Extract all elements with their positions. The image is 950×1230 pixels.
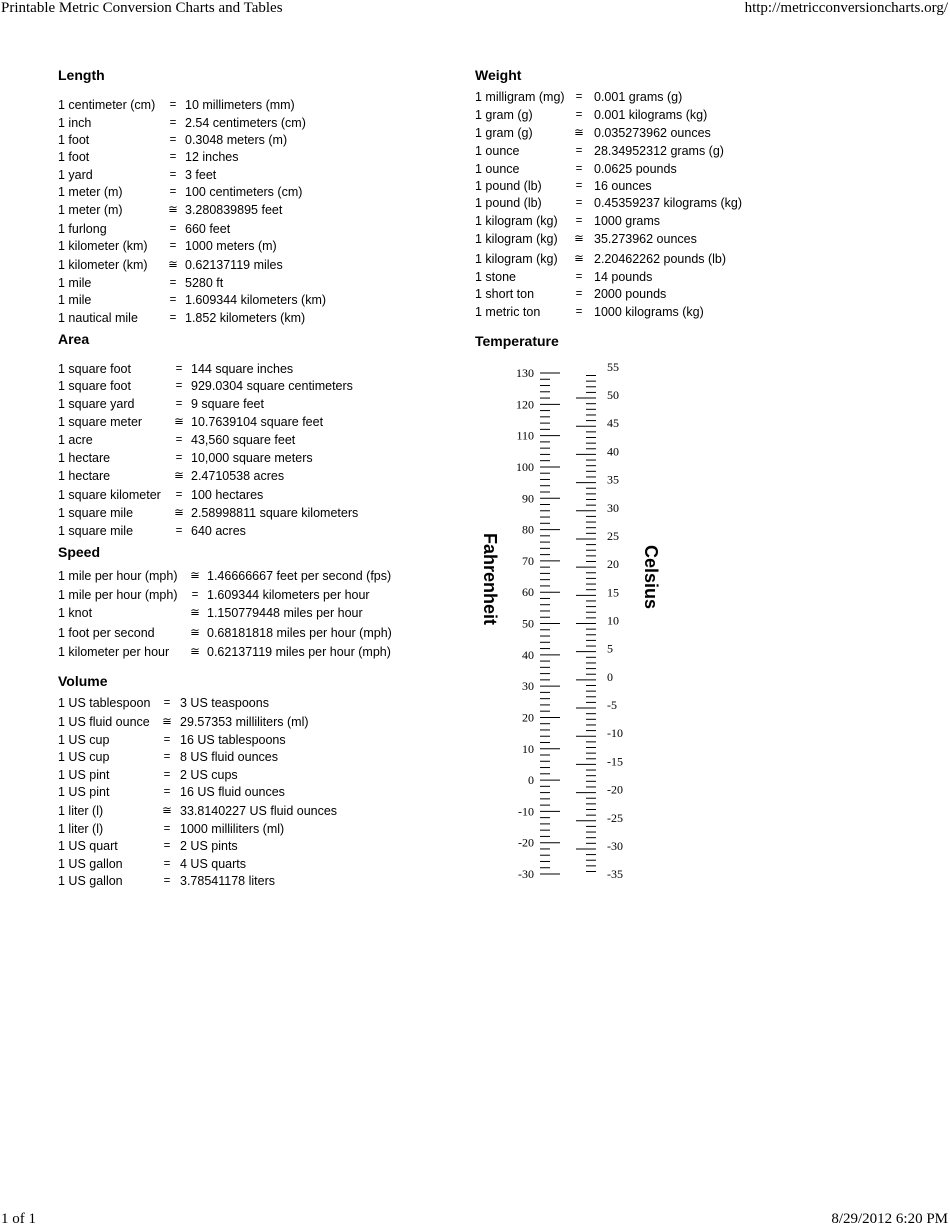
- fahrenheit-label: Fahrenheit: [480, 532, 500, 626]
- unit-from: 1 kilogram (kg): [475, 232, 558, 246]
- unit-from: 1 acre: [58, 433, 93, 447]
- unit-to: 0.3048 meters (m): [185, 133, 288, 147]
- relation-sign: =: [169, 312, 177, 324]
- fahrenheit-tick-label: 90: [522, 491, 534, 506]
- page-header-title: Printable Metric Conversion Charts and Tables: [1, 0, 283, 16]
- relation-sign: =: [163, 840, 171, 852]
- unit-to: 10,000 square meters: [191, 451, 313, 465]
- relation-sign: =: [163, 734, 171, 746]
- fahrenheit-tick-label: -30: [518, 867, 534, 881]
- unit-from: 1 kilogram (kg): [475, 252, 558, 266]
- unit-to: 43,560 square feet: [191, 433, 296, 447]
- unit-to: 0.45359237 kilograms (kg): [594, 196, 742, 210]
- unit-to: 640 acres: [191, 524, 246, 538]
- celsius-tick-labels: [607, 360, 623, 881]
- unit-to: 29.57353 milliliters (ml): [180, 715, 309, 729]
- relation-sign: =: [575, 145, 583, 157]
- unit-to: 5280 ft: [185, 276, 224, 290]
- relation-sign: =: [191, 589, 199, 601]
- unit-from: 1 liter (l): [58, 822, 104, 836]
- relation-sign: =: [575, 163, 583, 175]
- fahrenheit-tick-labels: [516, 366, 534, 881]
- relation-sign: =: [163, 823, 171, 835]
- unit-from: 1 square yard: [58, 397, 135, 411]
- unit-from: 1 stone: [475, 270, 517, 284]
- celsius-tick-label: 45: [607, 416, 619, 431]
- unit-from: 1 meter (m): [58, 185, 123, 199]
- unit-from: 1 liter (l): [58, 804, 104, 818]
- celsius-tick-label: 0: [607, 669, 613, 684]
- unit-from: 1 knot: [58, 606, 93, 620]
- relation-sign: =: [169, 151, 177, 163]
- unit-to: 1000 meters (m): [185, 239, 277, 253]
- relation-sign: ≅: [190, 646, 200, 658]
- unit-from: 1 square mile: [58, 506, 134, 520]
- unit-from: 1 short ton: [475, 287, 535, 301]
- unit-from: 1 ounce: [475, 144, 520, 158]
- celsius-tick-label: 35: [607, 472, 619, 487]
- unit-from: 1 square meter: [58, 415, 143, 429]
- unit-from: 1 mile per hour (mph): [58, 588, 178, 602]
- celsius-tick-label: -20: [607, 782, 623, 797]
- unit-to: 35.273962 ounces: [594, 232, 697, 246]
- relation-sign: =: [175, 489, 183, 501]
- unit-to: 3 US teaspoons: [180, 696, 269, 710]
- celsius-tick-label: 50: [607, 388, 619, 403]
- unit-from: 1 meter (m): [58, 203, 123, 217]
- relation-sign: =: [169, 117, 177, 129]
- fahrenheit-tick-label: 0: [528, 773, 534, 788]
- unit-to: 3 feet: [185, 168, 217, 182]
- unit-from: 1 ounce: [475, 162, 520, 176]
- unit-to: 0.001 kilograms (kg): [594, 108, 708, 122]
- relation-sign: ≅: [190, 570, 200, 582]
- unit-from: 1 US gallon: [58, 874, 123, 888]
- relation-sign: =: [163, 858, 171, 870]
- celsius-tick-label: 25: [607, 528, 619, 543]
- relation-sign: ≅: [574, 253, 584, 265]
- unit-to: 0.035273962 ounces: [594, 126, 711, 140]
- relation-sign: =: [163, 769, 171, 781]
- unit-to: 100 centimeters (cm): [185, 185, 303, 199]
- relation-sign: =: [575, 109, 583, 121]
- relation-sign: ≅: [174, 507, 184, 519]
- unit-from: 1 US cup: [58, 733, 110, 747]
- celsius-tick-label: -30: [607, 838, 623, 853]
- unit-from: 1 hectare: [58, 451, 111, 465]
- fahrenheit-tick-label: 20: [522, 710, 534, 725]
- celsius-tick-label: 55: [607, 359, 619, 374]
- unit-to: 2.20462262 pounds (lb): [594, 252, 727, 266]
- fahrenheit-ticks: [540, 373, 560, 874]
- unit-from: 1 kilometer (km): [58, 239, 148, 253]
- unit-from: 1 square foot: [58, 362, 131, 376]
- unit-to: 14 pounds: [594, 270, 653, 284]
- relation-sign: =: [175, 434, 183, 446]
- relation-sign: ≅: [174, 470, 184, 482]
- relation-sign: =: [575, 306, 583, 318]
- unit-from: 1 kilogram (kg): [475, 214, 558, 228]
- unit-to: 660 feet: [185, 222, 231, 236]
- unit-from: 1 US pint: [58, 768, 110, 782]
- relation-sign: =: [175, 380, 183, 392]
- unit-to: 0.62137119 miles per hour (mph): [207, 645, 391, 659]
- unit-from: 1 square foot: [58, 379, 131, 393]
- temperature-heading: Temperature: [475, 333, 559, 349]
- unit-from: 1 pound (lb): [475, 196, 542, 210]
- celsius-ticks: [576, 376, 596, 872]
- relation-sign: =: [169, 134, 177, 146]
- fahrenheit-tick-label: 30: [522, 679, 534, 694]
- unit-to: 1.150779448 miles per hour: [207, 606, 363, 620]
- unit-from: 1 furlong: [58, 222, 107, 236]
- relation-sign: =: [169, 277, 177, 289]
- celsius-tick-label: 30: [607, 500, 619, 515]
- unit-to: 2.58998811 square kilometers: [191, 506, 359, 520]
- unit-to: 28.34952312 grams (g): [594, 144, 724, 158]
- unit-to: 100 hectares: [191, 488, 264, 502]
- celsius-tick-label: 5: [607, 641, 613, 656]
- unit-to: 0.0625 pounds: [594, 162, 677, 176]
- celsius-tick-label: -10: [607, 726, 623, 741]
- celsius-tick-label: -35: [607, 867, 623, 882]
- unit-to: 16 ounces: [594, 179, 652, 193]
- unit-from: 1 US fluid ounce: [58, 715, 150, 729]
- unit-from: 1 foot: [58, 150, 90, 164]
- unit-from: 1 mile: [58, 276, 92, 290]
- unit-to: 2 US cups: [180, 768, 238, 782]
- relation-sign: =: [169, 294, 177, 306]
- relation-sign: =: [175, 452, 183, 464]
- relation-sign: ≅: [190, 607, 200, 619]
- relation-sign: =: [169, 223, 177, 235]
- unit-to: 4 US quarts: [180, 857, 247, 871]
- unit-to: 1.609344 kilometers (km): [185, 293, 327, 307]
- celsius-tick-label: 15: [607, 585, 619, 600]
- relation-sign: ≅: [174, 416, 184, 428]
- unit-from: 1 inch: [58, 116, 92, 130]
- relation-sign: =: [163, 751, 171, 763]
- relation-sign: =: [175, 363, 183, 375]
- relation-sign: =: [169, 240, 177, 252]
- unit-from: 1 pound (lb): [475, 179, 542, 193]
- unit-from: 1 kilometer per hour: [58, 645, 170, 659]
- unit-to: 1.852 kilometers (km): [185, 311, 306, 325]
- unit-from: 1 US pint: [58, 785, 110, 799]
- unit-to: 929.0304 square centimeters: [191, 379, 353, 393]
- relation-sign: =: [575, 91, 583, 103]
- volume-heading: Volume: [58, 673, 108, 689]
- relation-sign: ≅: [162, 805, 172, 817]
- unit-from: 1 US tablespoon: [58, 696, 151, 710]
- unit-to: 16 US fluid ounces: [180, 785, 285, 799]
- unit-from: 1 milligram (mg): [475, 90, 565, 104]
- relation-sign: ≅: [162, 716, 172, 728]
- unit-to: 3.280839895 feet: [185, 203, 283, 217]
- weight-heading: Weight: [475, 67, 522, 83]
- relation-sign: =: [163, 786, 171, 798]
- fahrenheit-tick-label: -20: [518, 835, 534, 850]
- unit-to: 10 millimeters (mm): [185, 98, 295, 112]
- fahrenheit-tick-label: 100: [516, 459, 534, 474]
- celsius-tick-label: 20: [607, 557, 619, 572]
- relation-sign: =: [575, 180, 583, 192]
- unit-from: 1 centimeter (cm): [58, 98, 156, 112]
- unit-to: 33.8140227 US fluid ounces: [180, 804, 338, 818]
- unit-from: 1 US quart: [58, 839, 118, 853]
- relation-sign: =: [169, 186, 177, 198]
- relation-sign: ≅: [168, 259, 178, 271]
- unit-from: 1 US gallon: [58, 857, 123, 871]
- unit-from: 1 mile: [58, 293, 92, 307]
- celsius-tick-label: -15: [607, 754, 623, 769]
- unit-from: 1 metric ton: [475, 305, 541, 319]
- relation-sign: ≅: [168, 204, 178, 216]
- fahrenheit-tick-label: 80: [522, 522, 534, 537]
- length-heading: Length: [58, 67, 105, 83]
- relation-sign: =: [175, 525, 183, 537]
- unit-from: 1 hectare: [58, 469, 111, 483]
- relation-sign: ≅: [574, 127, 584, 139]
- relation-sign: =: [163, 875, 171, 887]
- unit-to: 12 inches: [185, 150, 239, 164]
- relation-sign: =: [169, 169, 177, 181]
- unit-to: 1.46666667 feet per second (fps): [207, 569, 392, 583]
- relation-sign: =: [575, 288, 583, 300]
- relation-sign: =: [175, 398, 183, 410]
- relation-sign: ≅: [574, 233, 584, 245]
- unit-to: 8 US fluid ounces: [180, 750, 278, 764]
- celsius-tick-label: 40: [607, 444, 619, 459]
- page-footer-count: 1 of 1: [1, 1211, 36, 1227]
- unit-to: 0.68181818 miles per hour (mph): [207, 626, 392, 640]
- unit-from: 1 foot: [58, 133, 90, 147]
- celsius-tick-label: -25: [607, 810, 623, 825]
- unit-to: 10.7639104 square feet: [191, 415, 324, 429]
- area-heading: Area: [58, 331, 90, 347]
- unit-from: 1 kilometer (km): [58, 258, 148, 272]
- celsius-label: Celsius: [641, 544, 661, 610]
- unit-from: 1 yard: [58, 168, 93, 182]
- unit-to: 1000 kilograms (kg): [594, 305, 704, 319]
- celsius-tick-label: 10: [607, 613, 619, 628]
- fahrenheit-tick-label: -10: [518, 804, 534, 819]
- unit-to: 1000 milliliters (ml): [180, 822, 285, 836]
- fahrenheit-tick-label: 10: [522, 741, 534, 756]
- fahrenheit-tick-label: 50: [522, 616, 534, 631]
- unit-from: 1 foot per second: [58, 626, 155, 640]
- unit-to: 16 US tablespoons: [180, 733, 286, 747]
- unit-to: 0.001 grams (g): [594, 90, 683, 104]
- thermometer-scale: [470, 355, 670, 890]
- speed-heading: Speed: [58, 544, 101, 560]
- unit-to: 2.54 centimeters (cm): [185, 116, 306, 130]
- fahrenheit-tick-label: 70: [522, 553, 534, 568]
- fahrenheit-tick-label: 40: [522, 647, 534, 662]
- unit-to: 2 US pints: [180, 839, 238, 853]
- unit-from: 1 square mile: [58, 524, 134, 538]
- unit-to: 2.4710538 acres: [191, 469, 285, 483]
- fahrenheit-tick-label: 60: [522, 585, 534, 600]
- relation-sign: ≅: [190, 627, 200, 639]
- relation-sign: =: [163, 697, 171, 709]
- unit-to: 0.62137119 miles: [185, 258, 283, 272]
- unit-to: 3.78541178 liters: [180, 874, 275, 888]
- unit-to: 1.609344 kilometers per hour: [207, 588, 370, 602]
- unit-from: 1 US cup: [58, 750, 110, 764]
- relation-sign: =: [575, 197, 583, 209]
- unit-to: 9 square feet: [191, 397, 264, 411]
- unit-from: 1 gram (g): [475, 108, 533, 122]
- relation-sign: =: [169, 99, 177, 111]
- fahrenheit-tick-label: 130: [516, 366, 534, 380]
- relation-sign: =: [575, 215, 583, 227]
- unit-to: 1000 grams: [594, 214, 661, 228]
- unit-from: 1 nautical mile: [58, 311, 138, 325]
- page-footer-timestamp: 8/29/2012 6:20 PM: [831, 1211, 948, 1227]
- unit-from: 1 mile per hour (mph): [58, 569, 178, 583]
- celsius-tick-label: -5: [607, 698, 617, 713]
- unit-from: 1 gram (g): [475, 126, 533, 140]
- relation-sign: =: [575, 271, 583, 283]
- fahrenheit-tick-label: 120: [516, 397, 534, 412]
- unit-to: 2000 pounds: [594, 287, 667, 301]
- unit-from: 1 square kilometer: [58, 488, 161, 502]
- unit-to: 144 square inches: [191, 362, 294, 376]
- fahrenheit-tick-label: 110: [516, 428, 534, 443]
- page-header-url[interactable]: http://metricconversioncharts.org/: [744, 0, 948, 16]
